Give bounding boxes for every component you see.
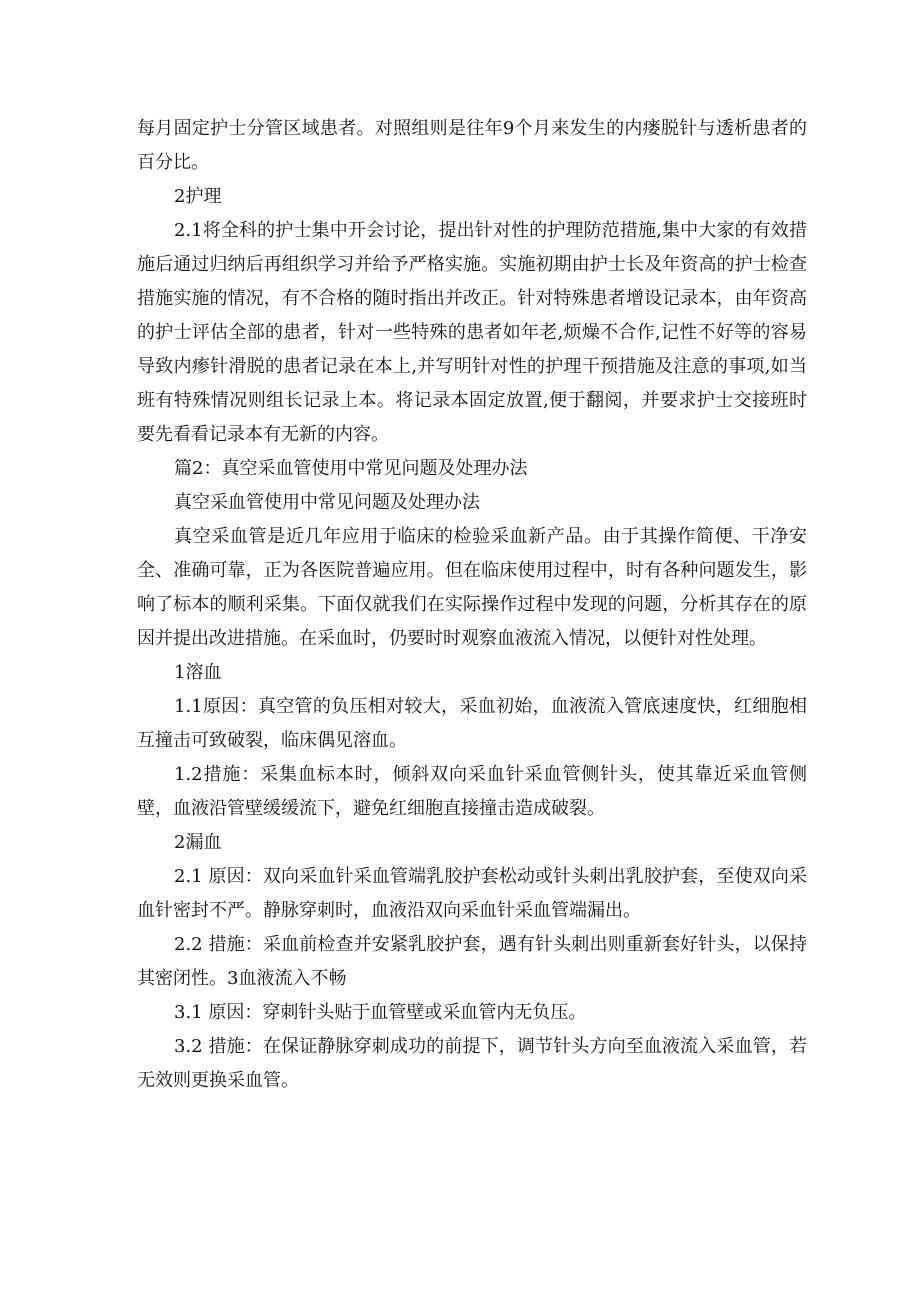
paragraph: 1.1原因：真空管的负压相对较大，采血初始，血液流入管底速度快，红细胞相互撞击可致破裂，临床偶见溶血。: [137, 696, 807, 751]
paragraph: 每月固定护士分管区域患者。对照组则是往年9个月来发生的内瘘脱针与透析患者的百分比。: [137, 118, 807, 173]
section-heading: 2漏血: [174, 832, 222, 853]
paragraph: 2.2 措施：采血前检查并安紧乳胶护套，遇有针头刺出则重新套好针头，以保持其密闭性。3血液流入不畅: [137, 934, 807, 989]
section-heading: 2护理: [174, 186, 222, 207]
paragraph: 1.2措施：采集血标本时，倾斜双向采血针采血管侧针头，使其靠近采血管侧壁，血液沿管壁缓缓流下，避免红细胞直接撞击造成破裂。: [137, 764, 807, 819]
paragraph: 3.2 措施：在保证静脉穿刺成功的前提下，调节针头方向至血液流入采血管，若无效则更换采血管。: [137, 1036, 807, 1091]
paragraph: 3.1 原因：穿刺针头贴于血管壁或采血管内无负压。: [174, 1002, 587, 1023]
paragraph: 2.1将全科的护士集中开会讨论，提出针对性的护理防范措施,集中大家的有效措施后通过归纳后再组织学习并给予严格实施。实施初期由护士长及年资高的护士检查措施实施的情况，有不合格的随时指出并改正。针对特殊患者增设记录本，由年资高的护士评估全部的患者，针对一些特殊的患者如年老,烦燥不合作,记性不好等的容易导致内瘆针滑脱的患者记录在本上,并写明针对性的护理干预措施及注意的事项,如当班有特殊情况则组长记录上本。将记录本固定放置,便于翻阅，并要求护士交接班时要先看看记录本有无新的内容。: [137, 220, 807, 445]
paragraph: 2.1 原因：双向采血针采血管端乳胶护套松动或针头刺出乳胶护套，至使双向采血针密封不严。静脉穿刺时，血液沿双向采血针采血管端漏出。: [137, 866, 807, 921]
article-title: 篇2：真空采血管使用中常见问题及处理办法: [174, 458, 528, 479]
article-subtitle: 真空采血管使用中常见问题及处理办法: [174, 492, 480, 513]
section-heading: 1溶血: [174, 662, 222, 683]
document-body: [137, 112, 807, 1098]
paragraph: 真空采血管是近几年应用于临床的检验采血新产品。由于其操作简便、干净安全、准确可靠，正为各医院普遍应用。但在临床使用过程中，时有各种问题发生，影响了标本的顺利采集。下面仅就我们在实际操作过程中发现的问题，分析其存在的原因并提出改进措施。在采血时，仍要时时观察血液流入情况，以便针对性处理。: [137, 526, 807, 649]
